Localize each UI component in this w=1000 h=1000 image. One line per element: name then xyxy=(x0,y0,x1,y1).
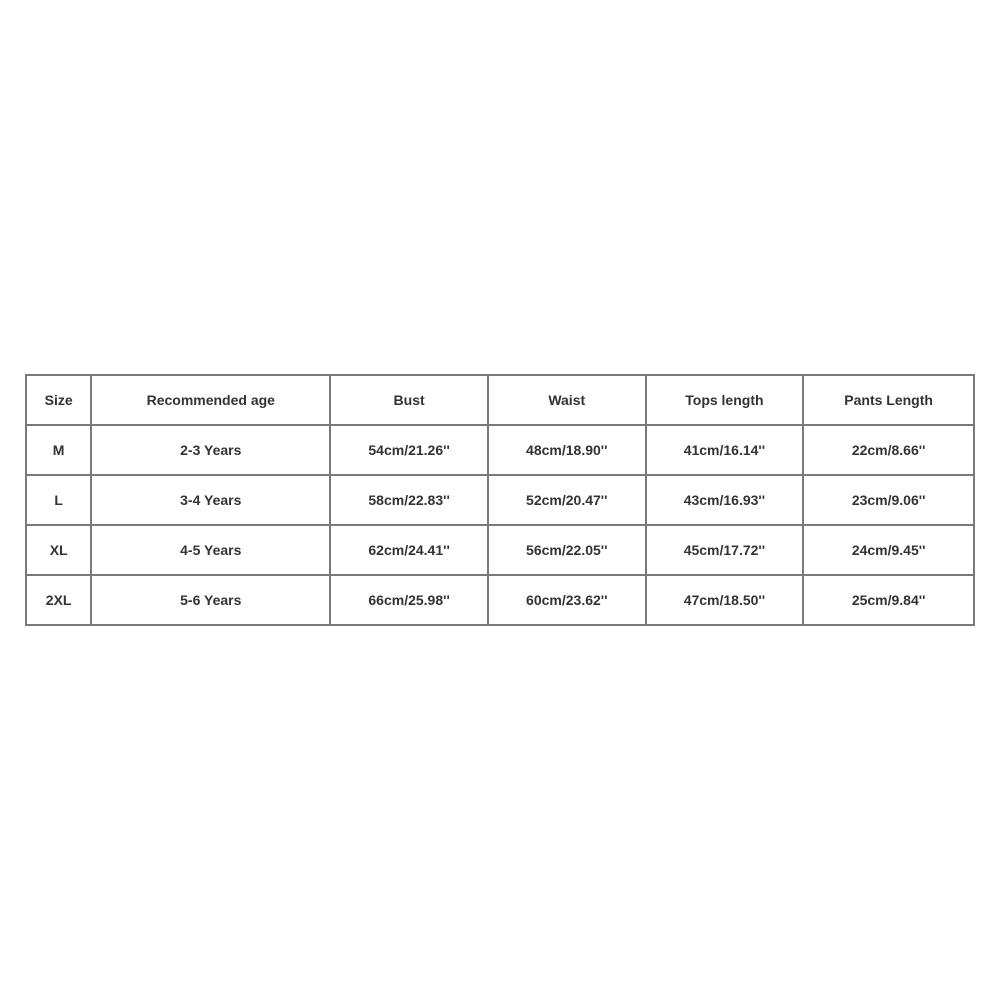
header-waist: Waist xyxy=(488,375,646,425)
header-bust: Bust xyxy=(330,375,488,425)
cell-bust: 54cm/21.26'' xyxy=(330,425,488,475)
header-tops-length: Tops length xyxy=(646,375,804,425)
cell-waist: 56cm/22.05'' xyxy=(488,525,646,575)
cell-bust: 66cm/25.98'' xyxy=(330,575,488,625)
header-row xyxy=(26,375,974,425)
cell-waist: 48cm/18.90'' xyxy=(488,425,646,475)
header-recommended-age: Recommended age xyxy=(91,375,330,425)
cell-size: 2XL xyxy=(26,575,91,625)
cell-waist: 60cm/23.62'' xyxy=(488,575,646,625)
cell-size: L xyxy=(26,475,91,525)
cell-bust: 58cm/22.83'' xyxy=(330,475,488,525)
cell-pants-length: 24cm/9.45'' xyxy=(803,525,974,575)
cell-tops-length: 41cm/16.14'' xyxy=(646,425,804,475)
cell-waist: 52cm/20.47'' xyxy=(488,475,646,525)
cell-recommended-age: 2-3 Years xyxy=(91,425,330,475)
cell-tops-length: 43cm/16.93'' xyxy=(646,475,804,525)
cell-pants-length: 23cm/9.06'' xyxy=(803,475,974,525)
table-row xyxy=(26,425,974,475)
size-chart-table xyxy=(25,374,975,626)
cell-size: M xyxy=(26,425,91,475)
cell-recommended-age: 5-6 Years xyxy=(91,575,330,625)
table-row xyxy=(26,475,974,525)
cell-recommended-age: 3-4 Years xyxy=(91,475,330,525)
cell-size: XL xyxy=(26,525,91,575)
cell-bust: 62cm/24.41'' xyxy=(330,525,488,575)
cell-pants-length: 22cm/8.66'' xyxy=(803,425,974,475)
cell-recommended-age: 4-5 Years xyxy=(91,525,330,575)
header-size: Size xyxy=(26,375,91,425)
header-pants-length: Pants Length xyxy=(803,375,974,425)
cell-tops-length: 47cm/18.50'' xyxy=(646,575,804,625)
table-row xyxy=(26,525,974,575)
cell-pants-length: 25cm/9.84'' xyxy=(803,575,974,625)
table-row xyxy=(26,575,974,625)
cell-tops-length: 45cm/17.72'' xyxy=(646,525,804,575)
